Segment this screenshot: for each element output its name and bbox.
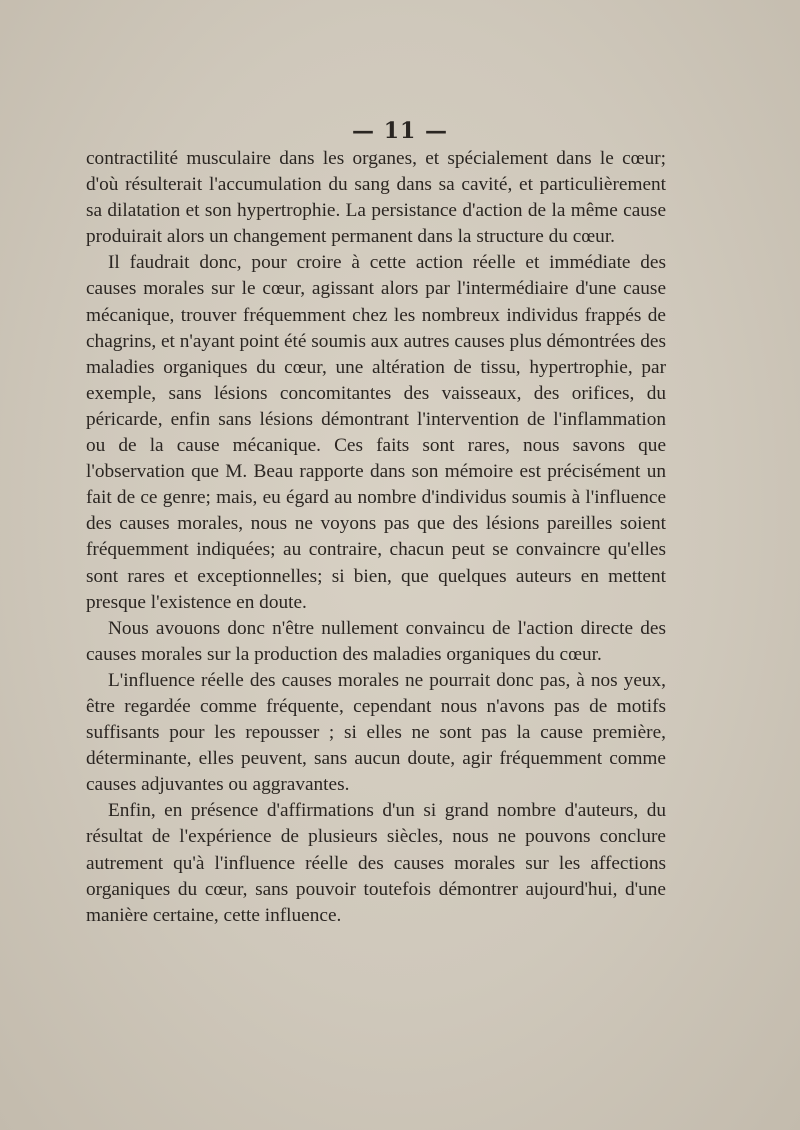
paragraph-5: Enfin, en présence d'affirmations d'un si grand nombre d'auteurs, du résultat de l'expérience de plusieurs siècles, nous ne pouvons conclure autrement qu'à l'influence réelle des causes morales sur les affections organiques du cœur, sans pouvoir toutefois démontrer aujourd'hui, d'une manière certaine, cette influence.: [86, 800, 666, 926]
body-text: [86, 146, 666, 929]
paragraph-3: Nous avouons donc n'être nullement convaincu de l'action directe des causes morales sur la production des maladies organiques du cœur.: [86, 617, 666, 665]
paragraph-2: Il faudrait donc, pour croire à cette action réelle et immédiate des causes morales sur le cœur, agissant alors par l'intermédiaire d'une cause mécanique, trouver fréquemment chez les nombreux individus frappés de chagrins, et n'ayant point été soumis aux autres causes plus démontrées des maladies organiques du cœur, une altération de tissu, hypertrophie, par exemple, sans lésions concomitantes des vaisseaux, des orifices, du péricarde, enfin sans lésions démontrant l'intervention de l'inflammation ou de la cause mécanique. Ces faits sont rares, nous savons que l'observation que M. Beau rapporte dans son mémoire est précisément un fait de ce genre; mais, eu égard au nombre d'individus soumis à l'influence des causes morales, nous ne voyons pas que des lésions pareilles soient fréquemment indiquées; au contraire, chacun peut se convaincre qu'elles sont rares et exceptionnelles; si bien, que quelques auteurs en mettent presque l'existence en doute.: [86, 252, 666, 613]
paragraph-4: L'influence réelle des causes morales ne pourrait donc pas, à nos yeux, être regardée comme fréquente, cependant nous n'avons pas de motifs suffisants pour les repousser ; si elles ne sont pas la cause première, déterminante, elles peuvent, sans aucun doute, agir fréquemment comme causes adjuvantes ou aggravantes.: [86, 669, 666, 796]
page-number: — 11 —: [352, 118, 448, 144]
paragraph-1: contractilité musculaire dans les organes, et spécialement dans le cœur; d'où résulterait l'accumulation du sang dans sa cavité, et particulièrement sa dilatation et son hypertrophie. La persistance d'action de la même cause produirait alors un changement permanent dans la structure du cœur.: [86, 148, 666, 248]
